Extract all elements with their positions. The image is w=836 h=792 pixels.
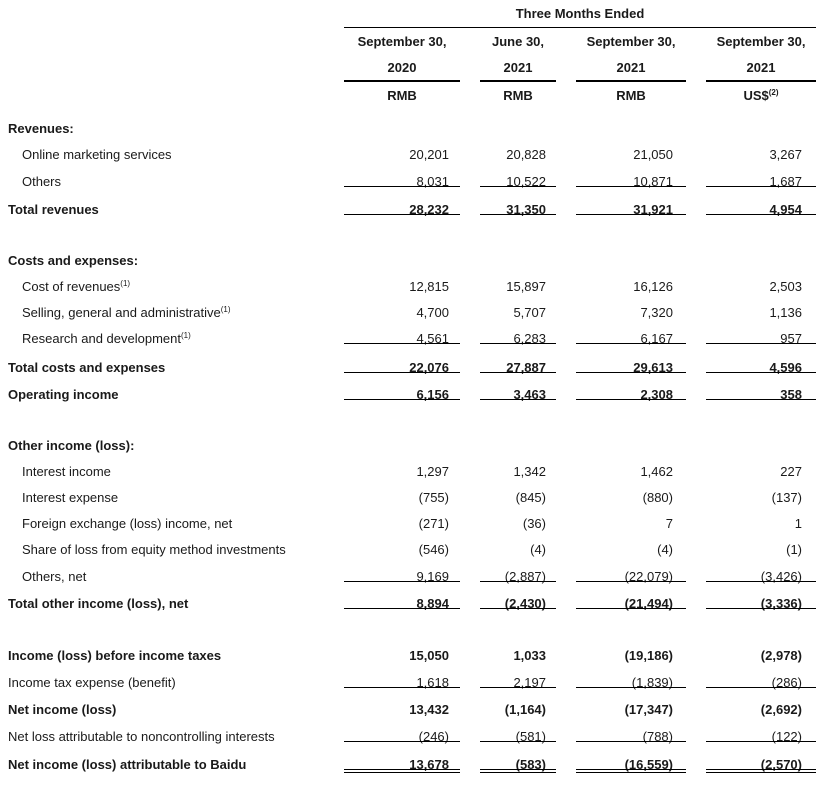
row-value: (581) xyxy=(515,729,546,744)
column-rule xyxy=(480,399,556,400)
row-value: 10,871 xyxy=(633,174,673,189)
table-row xyxy=(0,596,836,614)
column-year: 2021 xyxy=(746,60,776,75)
row-label-text: Share of loss from equity method investments xyxy=(22,542,286,557)
footnote-marker: (1) xyxy=(181,331,191,340)
row-value: (16,559) xyxy=(624,757,673,772)
row-value: 20,201 xyxy=(409,147,449,162)
row-value: (4) xyxy=(530,542,546,557)
column-currency xyxy=(344,88,460,103)
row-value: 5,707 xyxy=(513,305,546,320)
column-rule xyxy=(576,741,686,742)
row-label xyxy=(22,569,86,584)
row-value: (286) xyxy=(771,675,802,690)
row-value: 13,432 xyxy=(409,702,449,717)
row-value: (2,978) xyxy=(760,648,802,663)
row-label-text: Others, net xyxy=(22,569,87,584)
column-rule xyxy=(480,343,556,344)
row-label-text: Total revenues xyxy=(8,202,99,217)
table-row xyxy=(0,360,836,378)
row-label-text: Other income (loss): xyxy=(8,438,135,453)
row-value: 15,897 xyxy=(506,279,546,294)
column-rule xyxy=(706,769,816,770)
row-value: (788) xyxy=(642,729,673,744)
column-date: June 30, xyxy=(491,34,545,49)
column-header-rule xyxy=(706,80,816,82)
row-value: 2,503 xyxy=(769,279,802,294)
row-label-text: Interest expense xyxy=(22,490,119,505)
row-value: 4,700 xyxy=(416,305,449,320)
table-row xyxy=(0,490,836,508)
row-value: 1,462 xyxy=(640,464,673,479)
column-date: September 30, xyxy=(716,34,806,49)
column-rule xyxy=(706,372,816,373)
currency-label: RMB xyxy=(503,88,533,103)
column-currency xyxy=(706,88,816,103)
row-value: (271) xyxy=(418,516,449,531)
column-rule xyxy=(706,214,816,215)
row-value: 3,463 xyxy=(513,387,546,402)
column-date: September 30, xyxy=(357,34,447,49)
row-value: (845) xyxy=(515,490,546,505)
row-label-text: Income (loss) before income taxes xyxy=(8,648,222,663)
column-year: 2021 xyxy=(503,60,533,75)
currency-label: RMB xyxy=(616,88,646,103)
row-label-text: Income tax expense (benefit) xyxy=(8,675,176,690)
column-year: 2020 xyxy=(387,60,417,75)
row-value: 21,050 xyxy=(633,147,673,162)
column-rule xyxy=(480,769,556,770)
row-value: 1 xyxy=(794,516,802,531)
row-label xyxy=(8,729,275,744)
row-value: 6,283 xyxy=(513,331,546,346)
column-rule xyxy=(344,687,460,688)
row-label xyxy=(8,648,221,663)
column-header-rule xyxy=(576,80,686,82)
table-row xyxy=(0,305,836,323)
column-rule xyxy=(344,608,460,609)
row-value: 16,126 xyxy=(633,279,673,294)
table-row xyxy=(0,387,836,405)
row-label xyxy=(8,596,188,611)
row-value: 31,921 xyxy=(633,202,673,217)
row-label-text: Online marketing services xyxy=(22,147,172,162)
row-label-text: Revenues: xyxy=(8,121,74,136)
row-label xyxy=(22,331,191,346)
column-rule xyxy=(576,608,686,609)
row-value: (880) xyxy=(642,490,673,505)
row-label-text: Costs and expenses: xyxy=(8,253,139,268)
row-value: 7 xyxy=(665,516,673,531)
row-label-text: Net loss attributable to noncontrolling interests xyxy=(8,729,275,744)
column-rule xyxy=(576,769,686,770)
column-header-rule xyxy=(344,80,460,82)
table-row xyxy=(0,121,836,139)
column-currency xyxy=(480,88,556,103)
row-value: (36) xyxy=(522,516,546,531)
period-header: Three Months Ended xyxy=(515,6,645,21)
row-label xyxy=(22,542,286,557)
footnote-marker: (2) xyxy=(768,88,779,97)
row-label-text: Total other income (loss), net xyxy=(8,596,189,611)
table-row xyxy=(0,174,836,192)
table-row xyxy=(0,438,836,456)
row-label xyxy=(22,279,130,294)
row-value: 2,197 xyxy=(513,675,546,690)
row-value: (19,186) xyxy=(624,648,673,663)
footnote-marker: (1) xyxy=(120,279,131,288)
row-label xyxy=(8,253,138,268)
row-value: 29,613 xyxy=(633,360,673,375)
column-rule xyxy=(576,343,686,344)
column-rule xyxy=(480,608,556,609)
row-value: (2,430) xyxy=(504,596,546,611)
table-row xyxy=(0,279,836,297)
row-value: 358 xyxy=(780,387,802,402)
table-row xyxy=(0,702,836,720)
row-value: (2,692) xyxy=(760,702,802,717)
row-value: 8,031 xyxy=(416,174,449,189)
row-value: (2,887) xyxy=(504,569,546,584)
row-label xyxy=(22,147,172,162)
column-rule xyxy=(480,581,556,582)
column-currency xyxy=(576,88,686,103)
table-row xyxy=(0,516,836,534)
row-label xyxy=(8,360,165,375)
row-value: 1,136 xyxy=(769,305,802,320)
column-rule xyxy=(706,772,816,773)
row-value: (137) xyxy=(771,490,802,505)
column-rule xyxy=(344,769,460,770)
row-value: 1,033 xyxy=(513,648,546,663)
row-value: 1,618 xyxy=(416,675,449,690)
table-row xyxy=(0,202,836,220)
column-rule xyxy=(576,772,686,773)
row-value: 27,887 xyxy=(506,360,546,375)
column-rule xyxy=(344,372,460,373)
row-value: (1) xyxy=(786,542,802,557)
row-value: (17,347) xyxy=(624,702,673,717)
row-value: (21,494) xyxy=(624,596,673,611)
period-rule-segment xyxy=(706,27,816,28)
table-row xyxy=(0,464,836,482)
row-label xyxy=(8,202,99,217)
row-label xyxy=(8,387,119,402)
table-row xyxy=(0,331,836,349)
currency-label: US$ xyxy=(743,88,769,103)
column-rule xyxy=(706,186,816,187)
row-value: 28,232 xyxy=(409,202,449,217)
period-rule-segment xyxy=(576,27,706,28)
column-rule xyxy=(576,399,686,400)
row-value: 10,522 xyxy=(506,174,546,189)
row-value: 20,828 xyxy=(506,147,546,162)
column-rule xyxy=(576,687,686,688)
row-label-text: Foreign exchange (loss) income, net xyxy=(22,516,233,531)
row-value: (3,426) xyxy=(760,569,802,584)
row-value: 1,342 xyxy=(513,464,546,479)
row-value: 15,050 xyxy=(409,648,449,663)
row-value: 227 xyxy=(780,464,802,479)
column-rule xyxy=(480,772,556,773)
column-header-rule xyxy=(480,80,556,82)
row-value: 12,815 xyxy=(409,279,449,294)
row-label xyxy=(22,464,111,479)
table-row xyxy=(0,253,836,271)
column-rule xyxy=(576,581,686,582)
column-rule xyxy=(576,214,686,215)
row-value: 7,320 xyxy=(640,305,673,320)
currency-label: RMB xyxy=(387,88,417,103)
row-value: (4) xyxy=(657,542,673,557)
table-row xyxy=(0,542,836,560)
column-rule xyxy=(480,741,556,742)
row-label-text: Operating income xyxy=(8,387,119,402)
table-row xyxy=(0,569,836,587)
row-value: 31,350 xyxy=(506,202,546,217)
row-value: 4,954 xyxy=(769,202,802,217)
column-rule xyxy=(344,399,460,400)
column-year: 2021 xyxy=(616,60,646,75)
row-label xyxy=(8,702,116,717)
column-rule xyxy=(344,343,460,344)
row-label xyxy=(8,438,134,453)
row-label-text: Net income (loss) attributable to Baidu xyxy=(8,757,247,772)
table-row xyxy=(0,147,836,165)
table-row xyxy=(0,675,836,693)
row-label-text: Selling, general and administrative xyxy=(22,305,221,320)
row-value: (546) xyxy=(418,542,449,557)
column-rule xyxy=(344,741,460,742)
row-value: 4,596 xyxy=(769,360,802,375)
row-label-text: Net income (loss) xyxy=(8,702,117,717)
column-rule xyxy=(344,214,460,215)
row-value: (3,336) xyxy=(760,596,802,611)
column-rule xyxy=(706,741,816,742)
row-label xyxy=(22,490,118,505)
row-label xyxy=(8,121,74,136)
row-value: (2,570) xyxy=(760,757,802,772)
row-label-text: Cost of revenues xyxy=(22,279,121,294)
column-rule xyxy=(344,581,460,582)
row-label xyxy=(22,516,232,531)
row-value: (122) xyxy=(771,729,802,744)
row-label-text: Total costs and expenses xyxy=(8,360,166,375)
row-value: 6,167 xyxy=(640,331,673,346)
row-value: 13,678 xyxy=(409,757,449,772)
column-rule xyxy=(706,608,816,609)
table-row xyxy=(0,648,836,666)
column-date: September 30, xyxy=(586,34,676,49)
row-value: 957 xyxy=(780,331,802,346)
row-value: (1,164) xyxy=(504,702,546,717)
row-label xyxy=(8,757,246,772)
table-row xyxy=(0,729,836,747)
column-rule xyxy=(344,186,460,187)
column-rule xyxy=(344,772,460,773)
column-rule xyxy=(480,214,556,215)
row-label-text: Research and development xyxy=(22,331,181,346)
column-rule xyxy=(480,186,556,187)
row-value: 1,297 xyxy=(416,464,449,479)
row-value: 4,561 xyxy=(416,331,449,346)
row-value: (755) xyxy=(418,490,449,505)
column-rule xyxy=(706,399,816,400)
column-rule xyxy=(576,186,686,187)
row-label-text: Interest income xyxy=(22,464,111,479)
row-value: 9,169 xyxy=(416,569,449,584)
row-value: 22,076 xyxy=(409,360,449,375)
row-value: 3,267 xyxy=(769,147,802,162)
footnote-marker: (1) xyxy=(220,305,231,314)
row-value: (246) xyxy=(418,729,449,744)
row-label-text: Others xyxy=(22,174,62,189)
row-value: 6,156 xyxy=(416,387,449,402)
column-rule xyxy=(576,372,686,373)
period-rule-segment xyxy=(344,27,480,28)
row-value: 1,687 xyxy=(769,174,802,189)
column-rule xyxy=(706,343,816,344)
row-value: (583) xyxy=(515,757,546,772)
column-rule xyxy=(706,687,816,688)
row-label xyxy=(22,305,231,320)
column-rule xyxy=(706,581,816,582)
column-rule xyxy=(480,372,556,373)
row-value: 8,894 xyxy=(416,596,449,611)
row-label xyxy=(22,174,61,189)
row-value: (1,839) xyxy=(631,675,673,690)
row-value: (22,079) xyxy=(624,569,673,584)
row-label xyxy=(8,675,176,690)
row-value: 2,308 xyxy=(640,387,673,402)
column-rule xyxy=(480,687,556,688)
period-rule-segment xyxy=(480,27,576,28)
